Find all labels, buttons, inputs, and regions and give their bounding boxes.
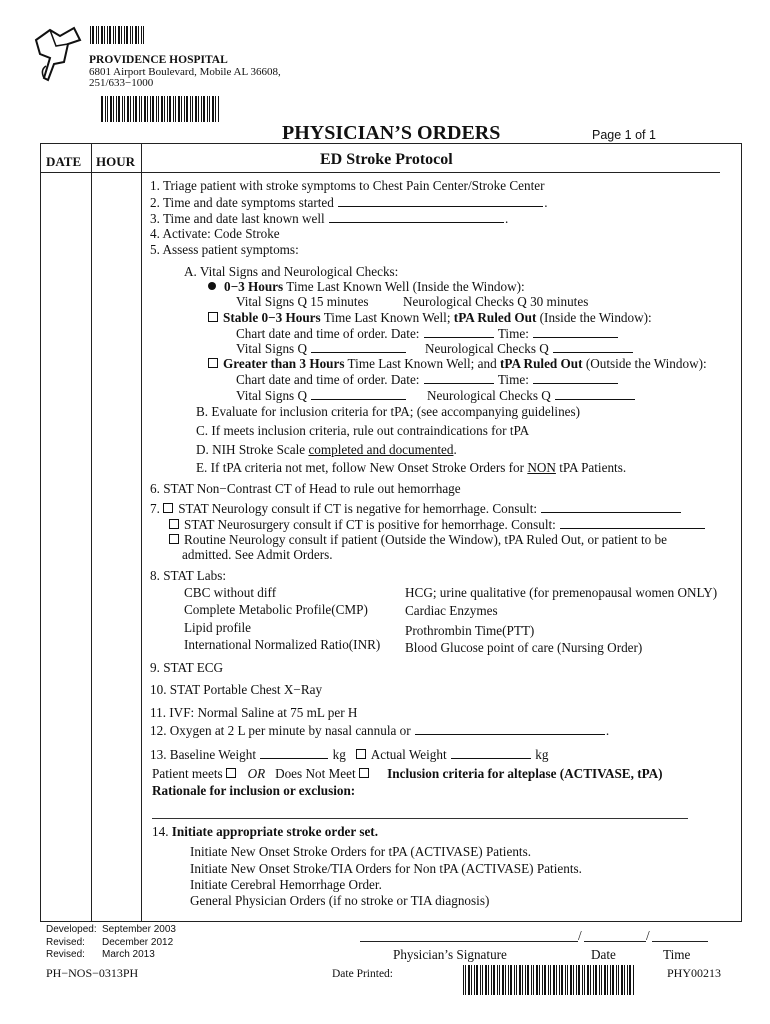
developed-date: September 2003 xyxy=(102,924,176,935)
revised-label-2: Revised: xyxy=(46,949,85,960)
form-id: PHY00213 xyxy=(667,966,722,980)
time-line[interactable] xyxy=(652,941,708,942)
signature-label: Physician’s Signature xyxy=(393,947,507,962)
col-divider-hour xyxy=(141,143,142,922)
order-set-1: Initiate New Onset Stroke Orders for tPA (ACTIVASE) Patients. xyxy=(190,844,532,859)
greater-neuro: Neurological Checks Q xyxy=(427,387,636,404)
neurosurgery-consult-field[interactable] xyxy=(560,516,705,529)
last-known-well-field[interactable] xyxy=(329,210,504,223)
revised-date-1: December 2012 xyxy=(102,937,174,948)
order-item-7a: 7. STAT Neurology consult if CT is negative for hemorrhage. Consult: xyxy=(150,500,682,517)
section-e: E. If tPA criteria not met, follow New Onset Stroke Orders for NON tPA Patients. xyxy=(196,460,627,475)
actual-weight-checkbox[interactable] xyxy=(356,749,366,759)
greater-3-checkbox[interactable] xyxy=(208,358,218,368)
order-item-7c: Routine Neurology consult if patient (Outside the Window), tPA Ruled Out, or patient to be xyxy=(169,532,667,548)
hospital-logo xyxy=(30,22,88,84)
stable-vitals-field[interactable] xyxy=(311,340,406,353)
neuro-q30: Neurological Checks Q 30 minutes xyxy=(403,294,589,309)
neurology-checkbox[interactable] xyxy=(163,503,173,513)
date-label: Date xyxy=(591,947,616,962)
order-item-7b: STAT Neurosurgery consult if CT is positive for hemorrhage. Consult: xyxy=(169,516,706,533)
header-row-line xyxy=(40,172,142,173)
order-item-4: 4. Activate: Code Stroke xyxy=(150,226,280,241)
title-underline xyxy=(142,172,720,173)
greater-neuro-field[interactable] xyxy=(555,387,635,400)
section-c: C. If meets inclusion criteria, rule out contraindications for tPA xyxy=(196,423,530,438)
section-b: B. Evaluate for inclusion criteria for tPA; (see accompanying guidelines) xyxy=(196,404,581,419)
greater-vitals-field[interactable] xyxy=(311,387,406,400)
stable-neuro: Neurological Checks Q xyxy=(425,340,634,357)
lab-left-1: CBC without diff xyxy=(184,585,277,600)
neurology-consult-field[interactable] xyxy=(541,500,681,513)
slash-1: / xyxy=(578,928,582,943)
rationale-label: Rationale for inclusion or exclusion: xyxy=(152,783,356,798)
hospital-address: 6801 Airport Boulevard, Mobile AL 36608, xyxy=(89,66,281,78)
rationale-field[interactable] xyxy=(152,818,688,819)
symptoms-started-field[interactable] xyxy=(338,194,543,207)
lab-left-2: Complete Metabolic Profile(CMP) xyxy=(184,602,368,617)
order-set-4: General Physician Orders (if no stroke or TIA diagnosis) xyxy=(190,893,490,908)
order-item-7c-cont: admitted. See Admit Orders. xyxy=(182,547,333,562)
stable-vitals: Vital Signs Q xyxy=(236,340,407,357)
revised-date-2: March 2013 xyxy=(102,949,155,960)
order-item-12: 12. Oxygen at 2 L per minute by nasal cannula or . xyxy=(150,723,610,738)
option-0-3-hours: 0−3 Hours Time Last Known Well (Inside the Window): xyxy=(208,279,525,295)
developed-label: Developed: xyxy=(46,924,97,935)
order-item-13: 13. Baseline Weight kg Actual Weight kg xyxy=(150,747,549,762)
order-set-3: Initiate Cerebral Hemorrhage Order. xyxy=(190,877,382,892)
barcode-patient xyxy=(101,96,219,122)
greater-date-field[interactable] xyxy=(424,371,494,384)
barcode-bottom xyxy=(463,965,635,995)
hospital-phone: 251/633−1000 xyxy=(89,77,154,89)
page-number: Page 1 of 1 xyxy=(592,128,656,142)
time-label: Time xyxy=(663,947,691,962)
lab-right-3: Prothrombin Time(PTT) xyxy=(405,623,535,638)
date-line[interactable] xyxy=(584,941,646,942)
oxygen-alt-field[interactable] xyxy=(415,722,605,735)
order-item-10: 10. STAT Portable Chest X−Ray xyxy=(150,682,323,697)
order-item-14: 14. Initiate appropriate stroke order set. xyxy=(152,824,378,839)
stable-checkbox[interactable] xyxy=(208,312,218,322)
lab-right-1: HCG; urine qualitative (for premenopausal women ONLY) xyxy=(405,585,718,600)
order-item-6: 6. STAT Non−Contrast CT of Head to rule out hemorrhage xyxy=(150,481,461,496)
stable-time-field[interactable] xyxy=(533,325,618,338)
lab-right-2: Cardiac Enzymes xyxy=(405,603,498,618)
revised-label-1: Revised: xyxy=(46,937,85,948)
order-item-11: 11. IVF: Normal Saline at 75 mL per H xyxy=(150,705,358,720)
slash-2: / xyxy=(646,928,650,943)
option-greater-3: Greater than 3 Hours Time Last Known Well; and tPA Ruled Out (Outside the Window): xyxy=(208,356,707,372)
date-printed-label: Date Printed: xyxy=(332,968,393,980)
section-a-label: A. Vital Signs and Neurological Checks: xyxy=(184,264,399,279)
actual-weight-field[interactable] xyxy=(451,746,531,759)
barcode-top xyxy=(90,26,144,44)
neurosurgery-checkbox[interactable] xyxy=(169,519,179,529)
option-stable-0-3: Stable 0−3 Hours Time Last Known Well; tPA Ruled Out (Inside the Window): xyxy=(208,310,652,326)
bullet-icon xyxy=(208,282,216,290)
vitals-q15: Vital Signs Q 15 minutes xyxy=(236,294,369,309)
lab-left-4: International Normalized Ratio(INR) xyxy=(184,637,381,652)
not-meet-checkbox[interactable] xyxy=(359,768,369,778)
greater-time-field[interactable] xyxy=(533,371,618,384)
order-set-2: Initiate New Onset Stroke/TIA Orders for Non tPA (ACTIVASE) Patients. xyxy=(190,861,582,876)
hospital-name: PROVIDENCE HOSPITAL xyxy=(89,54,228,66)
col-header-hour: HOUR xyxy=(96,154,135,169)
stable-chart-date: Chart date and time of order. Date: Time: xyxy=(236,325,619,342)
stable-date-field[interactable] xyxy=(424,325,494,338)
page-title: PHYSICIAN’S ORDERS xyxy=(282,122,501,144)
order-item-5: 5. Assess patient symptoms: xyxy=(150,242,299,257)
form-code: PH−NOS−0313PH xyxy=(46,966,139,980)
order-item-8: 8. STAT Labs: xyxy=(150,568,226,583)
order-item-2: 2. Time and date symptoms started . xyxy=(150,195,548,210)
routine-neuro-checkbox[interactable] xyxy=(169,534,179,544)
order-item-9: 9. STAT ECG xyxy=(150,660,224,675)
section-d: D. NIH Stroke Scale completed and documented. xyxy=(196,442,457,457)
lab-right-4: Blood Glucose point of care (Nursing Order) xyxy=(405,640,643,655)
stable-neuro-field[interactable] xyxy=(553,340,633,353)
protocol-title: ED Stroke Protocol xyxy=(320,151,453,168)
meets-checkbox[interactable] xyxy=(226,768,236,778)
col-divider-date xyxy=(91,143,92,922)
baseline-weight-field[interactable] xyxy=(260,746,328,759)
signature-line[interactable] xyxy=(360,941,578,942)
greater-vitals: Vital Signs Q xyxy=(236,387,407,404)
order-item-3: 3. Time and date last known well . xyxy=(150,211,509,226)
lab-left-3: Lipid profile xyxy=(184,620,252,635)
col-header-date: DATE xyxy=(46,154,82,169)
order-item-1: 1. Triage patient with stroke symptoms to Chest Pain Center/Stroke Center xyxy=(150,178,545,193)
greater-chart-date: Chart date and time of order. Date: Time: xyxy=(236,371,619,388)
patient-meets-row: Patient meets OR Does Not Meet Inclusion criteria for alteplase (ACTIVASE, tPA) xyxy=(152,766,663,781)
